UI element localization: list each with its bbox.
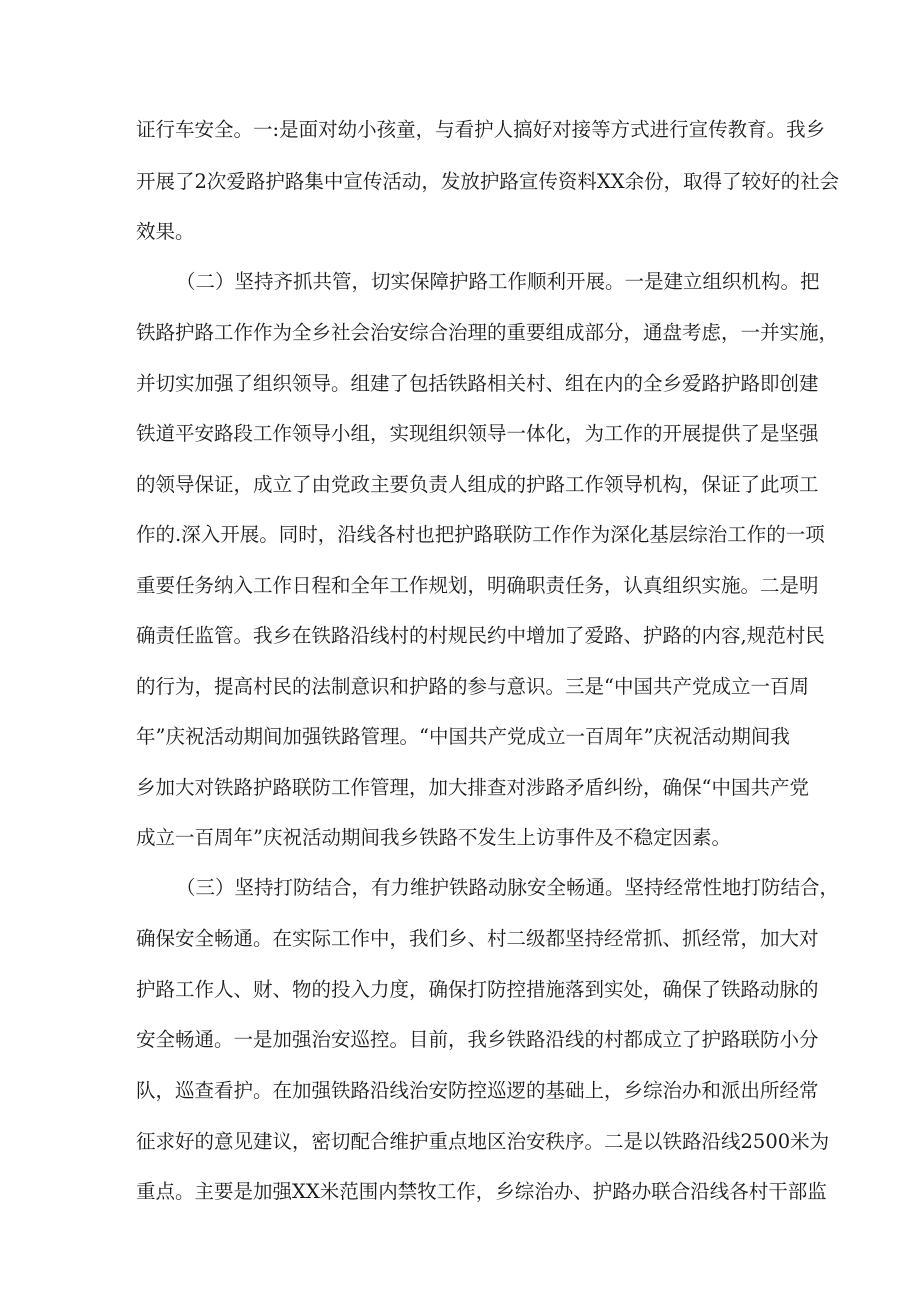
text-line: 的领导保证，成立了由党政主要负责人组成的护路工作领导机构，保证了此项工 <box>136 473 819 496</box>
text-line: 的行为，提高村民的法制意识和护路的参与意识。三是“中国共产党成立一百周 <box>136 675 809 698</box>
text-line: 开展了2次爱路护路集中宣传活动，发放护路宣传资料XX余份，取得了较好的社会 <box>136 170 840 193</box>
text-line: 效果。 <box>136 220 195 243</box>
text-line: 征求好的意见建议，密切配合维护重点地区治安秩序。二是以铁路沿线2500米为 <box>136 1130 830 1153</box>
paragraph-heading-3: （三）坚持打防结合，有力维护铁路动脉安全畅通。坚持经常性地打防结合， <box>176 876 840 899</box>
text-line: 作的.深入开展。同时，沿线各村也把护路联防工作作为深化基层综治工作的一项 <box>136 523 825 546</box>
text-line: 重要任务纳入工作日程和全年工作规划，明确职责任务，认真组织实施。二是明 <box>136 574 819 597</box>
text-line: 队，巡查看护。在加强铁路沿线治安防控巡逻的基础上，乡综治办和派出所经常 <box>136 1079 819 1102</box>
text-line: 安全畅通。一是加强治安巡控。目前，我乡铁路沿线的村都成立了护路联防小分 <box>136 1028 819 1051</box>
text-line: 确保安全畅通。在实际工作中，我们乡、村二级都坚持经常抓、抓经常，加大对 <box>136 927 819 950</box>
text-line: 重点。主要是加强XX米范围内禁牧工作，乡综治办、护路办联合沿线各村干部监 <box>136 1180 827 1203</box>
text-line: 年”庆祝活动期间加强铁路管理。“中国共产党成立一百周年”庆祝活动期间我 <box>136 725 790 748</box>
text-line: 铁路护路工作作为全乡社会治安综合治理的重要组成部分，通盘考虑，一并实施， <box>136 321 839 344</box>
text-line: 确责任监管。我乡在铁路沿线村的村规民约中增加了爱路、护路的内容,规范村民 <box>136 624 825 647</box>
text-line: 成立一百周年”庆祝活动期间我乡铁路不发生上访事件及不稳定因素。 <box>136 826 731 849</box>
text-line: 乡加大对铁路护路联防工作管理，加大排查对涉路矛盾纠纷，确保“中国共产党 <box>136 776 809 799</box>
text-line: 证行车安全。一:是面对幼小孩童，与看护人搞好对接等方式进行宣传教育。我乡 <box>136 118 826 141</box>
text-line: 铁道平安路段工作领导小组，实现组织领导一体化，为工作的开展提供了是坚强 <box>136 422 819 445</box>
text-line: 并切实加强了组织领导。组建了包括铁路相关村、组在内的全乡爱路护路即创建 <box>136 372 819 395</box>
paragraph-heading-2: （二）坚持齐抓共管，切实保障护路工作顺利开展。一是建立组织机构。把 <box>176 270 820 293</box>
text-line: 护路工作人、财、物的投入力度，确保打防控措施落到实处，确保了铁路动脉的 <box>136 978 819 1001</box>
